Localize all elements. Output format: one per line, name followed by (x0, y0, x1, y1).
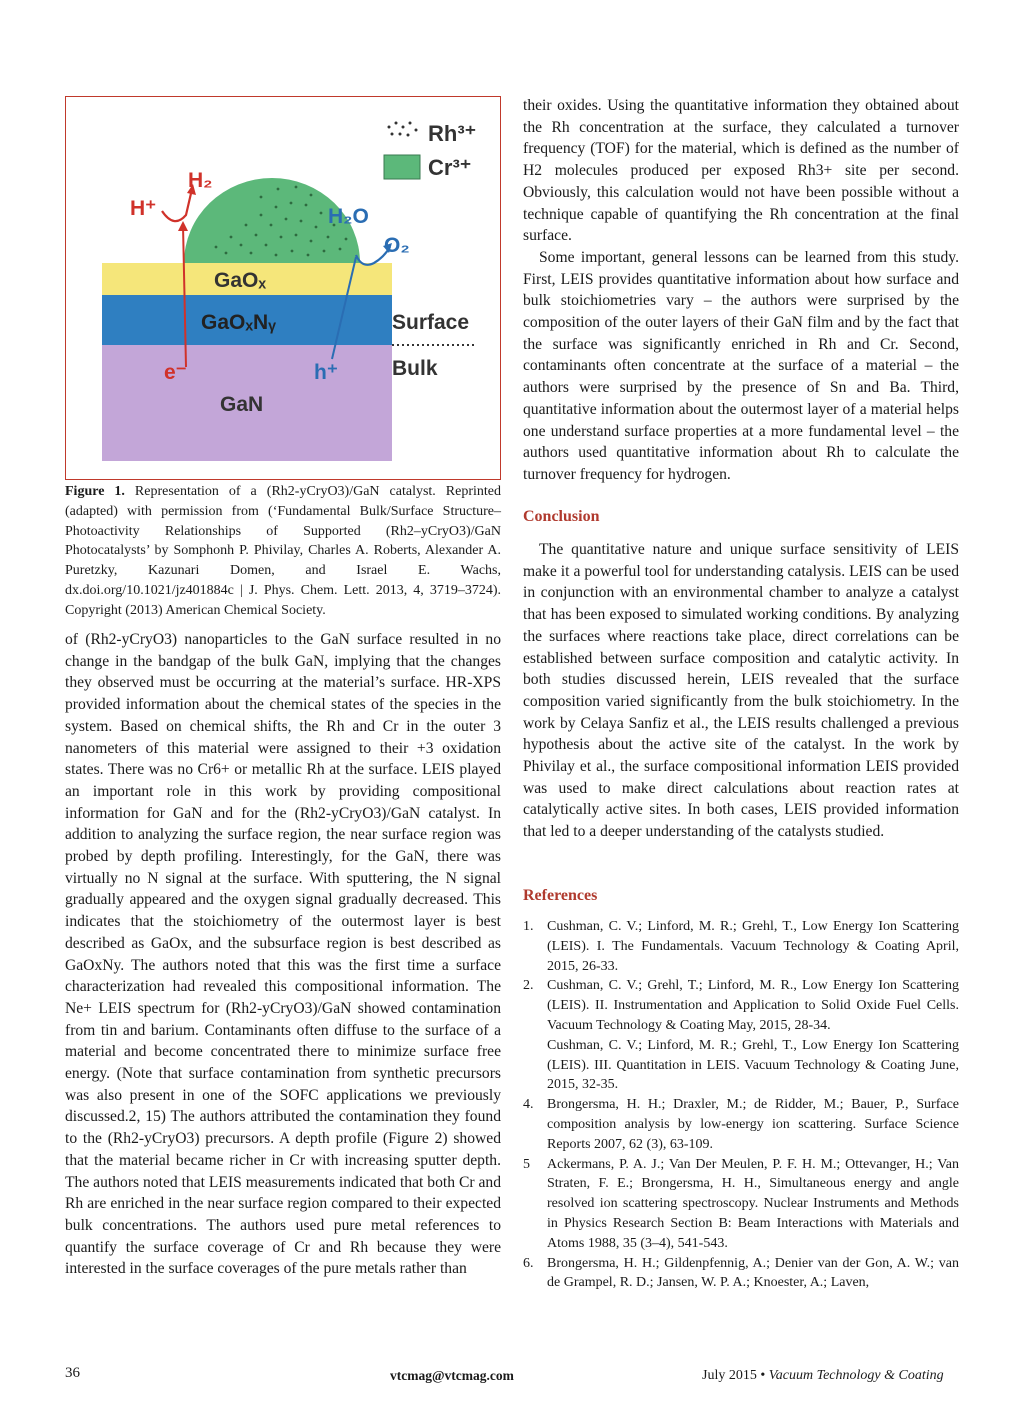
conclusion-text: The quantitative nature and unique surface sensitivity of LEIS make it a powerful tool for understanding catalysis. LEIS can be used in conjunction with an environmental chamber to analyze a catalyst that has been exposed to simulated working conditions. By analyzing the surfaces where reactions take place, direct correlations can be established between surface composition and catalytic activity. In both studies discussed herein, LEIS revealed that the surface composition varied significantly from the bulk stoichiometry. In the work by Celaya Sanfiz et al., the LEIS results challenged a previous hypothesis about the active site of the catalyst. In the work by Phivilay et al., the surface compositional information LEIS provided was used to make direct calculations about reaction rates at catalytically active sites. In both cases, LEIS provided information that led to a deeper understanding of the catalysts studied. (523, 541, 959, 841)
reference-text: Brongersma, H. H.; Gildenpfennig, A.; Denier van der Gon, A. W.; van de Grampel, R. D.; Jansen, W. P. A.; Knoester, A.; Laven, (547, 1255, 959, 1291)
o2-label: O₂ (384, 234, 410, 257)
left-column-body (65, 629, 501, 1280)
reference-number: 6. (523, 1255, 534, 1271)
reference-number: 2. (523, 978, 534, 994)
reference-number: 5 (523, 1156, 530, 1172)
reference-item (523, 976, 959, 1035)
h2o-label: H₂O (328, 205, 369, 228)
surface-label: Surface (392, 311, 470, 334)
catalyst-diagram (66, 97, 500, 479)
conclusion-heading: Conclusion (523, 508, 600, 525)
footer-date: July 2015 (702, 1368, 757, 1383)
electron-label: e⁻ (164, 361, 187, 384)
references-heading: References (523, 887, 598, 904)
page-number: 36 (65, 1365, 80, 1381)
caption-text: Representation of a (Rh2-yCryO3)/GaN catalyst. Reprinted (adapted) with permission from (‘Fundamental Bulk/Surface Structure–Photoactivity Relationships of Supported (Rh2–yCryO3)/GaN Photocatalysts’ by Somphonh P. Phivilay, Charles A. Roberts, Alexander A. Puretzky, Kazunari Domen, and Israel E. Wachs, dx.doi.org/10.1021/jz401884c | J. Phys. Chem. Lett. 2013, 4, 3719–3724). Copyright (2013) American Chemical Society. (65, 484, 502, 618)
references-list (523, 917, 959, 1293)
figure-1 (65, 96, 501, 480)
gan-label: GaN (220, 393, 264, 416)
gaox-label: GaOₓ (214, 269, 267, 292)
reference-text: Cushman, C. V.; Linford, M. R.; Grehl, T., Low Energy Ion Scattering (LEIS). III. Quantitation in LEIS. Vacuum Technology & Coating June, 2015, 32-35. (547, 1037, 959, 1093)
gaoxny-label: GaOₓNᵧ (201, 311, 276, 334)
footer-email: vtcmag@vtcmag.com (390, 1368, 514, 1383)
conclusion-body (523, 539, 959, 843)
reference-item (523, 1036, 959, 1095)
hole-label: h⁺ (314, 361, 338, 384)
footer-issue (702, 1368, 944, 1384)
reference-number (523, 1036, 547, 1095)
reference-number: 1. (523, 919, 534, 934)
reference-item (523, 1254, 959, 1294)
legend-cr-label: Cr³⁺ (428, 155, 472, 180)
legend-rh-label: Rh³⁺ (428, 121, 477, 146)
reference-text: Cushman, C. V.; Grehl, T.; Linford, M. R., Low Energy Ion Scattering (LEIS). II. Instrumentation and Application to Solid Oxide Fuel Cells. Vacuum Technology & Coating May, 2015, 28-34. (547, 978, 959, 1033)
footer-bullet: • (760, 1368, 766, 1383)
reference-item (523, 1095, 959, 1154)
reference-number: 4. (523, 1097, 534, 1113)
legend-rh-dots (388, 122, 418, 137)
reference-item (523, 917, 959, 976)
reference-item (523, 1155, 959, 1254)
left-paragraph: of (Rh2-yCryO3) nanoparticles to the GaN surface resulted in no change in the bandgap of the bulk GaN, implying that the changes they observed must be occurring at the material’s surface. HR-XPS provided information about the chemical states of the species in the system. Based on chemical shifts, the Rh and Cr in the outer 3 nanometers of this material were assigned to their +3 oxidation states. There was no Cr6+ or metallic Rh at the surface. LEIS played an important role in this work by providing compositional information for GaN and for the (Rh2-yCryO3)/GaN catalyst. In addition to analyzing the surface region, the near surface region was probed by depth profiling. Interestingly, for the GaN, there was virtually no N signal at the surface. With sputtering, the N signal gradually appeared and the oxygen signal gradually decreased. This indicates that the stoichiometry of the outermost layer is best described as GaOx, and the subsurface region is best described as GaOxNy. The authors noted that this was the first time a surface characterization had revealed this compositional information. The Ne+ LEIS spectrum for (Rh2-yCryO3)/GaN showed contamination from tin and barium. Contaminants often diffuse to the surface of a material and become concentrated there to minimize surface free energy. (Note that surface contamination from synthetic precursors was also present in one of the SOFC applications we previously discussed.2, 15) The authors attributed the contamination they found to the (Rh2-yCryO3) precursors. A depth profile (Figure 2) showed that the material became richer in Cr with increasing sputter depth. The authors noted that LEIS measurements indicated that both Cr and Rh are enriched in the near surface region compared to their expected bulk concentrations. The authors used pure metal references to quantify the surface coverage of Cr and Rh because they were interested in the surface coverages of the pure metals rather than (65, 631, 501, 1278)
right-column-body (523, 95, 959, 486)
h2-evolution-arrow (162, 189, 192, 221)
h2-label: H₂ (188, 169, 213, 192)
right-paragraph-2: Some important, general lessons can be learned from this study. First, LEIS provides quantitative information about how surface and bulk stoichiometries vary – the authors were surprised by the composition of the outer layers of their GaN film and by the fact that the surface was significantly enriched in Rh and Cr. Second, contaminants often concentrate at the surface of a material – the authors were surprised by the presence of Sn and Ba. Third, quantitative information about the outermost layer of a material helps one understand surface properties at a more fundamental level – the authors used quantitative information about Rh to calculate the turnover frequency for hydrogen. (523, 248, 959, 483)
reference-text: Ackermans, P. A. J.; Van Der Meulen, P. F. H. M.; Ottevanger, H.; Van Straten, F. E.; Brongersma, H. H., Simultaneous energy and angle resolved ion scattering spectroscopy. Nuclear Instruments and Methods in Physics Research Section B: Beam Interactions with Materials and Atoms 1988, 35 (3–4), 541-543. (547, 1156, 959, 1251)
reference-text: Cushman, C. V.; Linford, M. R.; Grehl, T., Low Energy Ion Scattering (LEIS). I. The Fundamentals. Vacuum Technology & Coating April, 2015, 26-33. (547, 919, 959, 974)
footer-journal: Vacuum Technology & Coating (768, 1368, 944, 1383)
electron-arrowhead (178, 221, 188, 231)
hplus-label: H⁺ (130, 197, 157, 220)
legend-cr-swatch (384, 155, 420, 179)
bulk-label: Bulk (392, 357, 438, 380)
reference-text: Brongersma, H. H.; Draxler, M.; de Ridder, M.; Bauer, P., Surface composition analysis by low-energy ion scattering. Surface Science Reports 2007, 62 (3), 63-109. (547, 1097, 959, 1152)
figure-caption (65, 482, 501, 621)
right-paragraph-1: their oxides. Using the quantitative information they obtained about the Rh concentration at the surface, they calculated a turnover frequency (TOF) for the material, which is defined as the number of H2 molecules produced per exposed Rh3+ site per second. Obviously, this calculation would not have been possible without a technique capable of quantifying the Rh concentration at the final surface. (523, 97, 959, 245)
caption-label: Figure 1. (65, 484, 125, 499)
